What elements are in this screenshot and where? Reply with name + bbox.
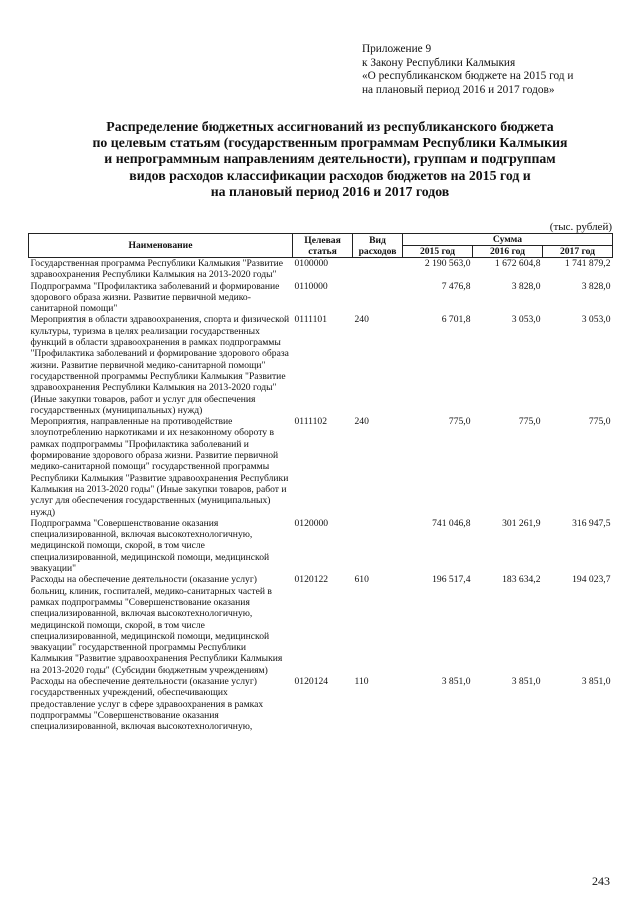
row-name: Государственная программа Республики Калмыкия "Развитие здравоохранения Республики Калмыкия на 2013-2020 годы" xyxy=(29,258,293,281)
row-sum-2015: 2 190 563,0 xyxy=(403,258,473,281)
appendix-line: «О республиканском бюджете на 2015 год и xyxy=(362,70,574,82)
row-sum-2016: 775,0 xyxy=(518,416,541,428)
row-sum-2015: 196 517,4 xyxy=(432,574,471,586)
budget-table xyxy=(28,233,613,732)
table-row xyxy=(29,676,613,732)
table-row xyxy=(29,258,613,281)
row-expense-type: 110 xyxy=(354,675,369,687)
row-sum-2016: 1 672 604,8 xyxy=(473,258,543,281)
row-expense-type xyxy=(353,258,403,281)
row-sum-2017: 3 828,0 xyxy=(581,280,611,292)
header-name: Наименование xyxy=(29,234,293,258)
row-target-article: 0120122 xyxy=(294,574,329,586)
row-sum-2017: 316 947,5 xyxy=(572,517,611,529)
row-sum-2017: 194 023,7 xyxy=(572,574,611,586)
row-expense-type: 240 xyxy=(354,314,369,326)
row-name: Подпрограмма "Профилактика заболеваний и формирование здорового образа жизни. Развитие первичной медико-санитарной помощи" xyxy=(30,280,280,315)
row-name: Мероприятия в области здравоохранения, спорта и физической культуры, туризма в целях реализации государственных функций в области здравоохранения в рамках подпрограммы "Профилактика заболеваний и формирование здорового образа жизни. Развитие первичной медико-санитарной помощи" государственной программы Республики Калмыкия "Развитие здравоохранения Республики Калмыкия на 2013-2020 годы" (Иные закупки товаров, работ и услуг для обеспечения государственных (муниципальных) нужд) xyxy=(30,314,290,416)
row-target-article: 0111102 xyxy=(294,416,328,428)
header-2017: 2017 год xyxy=(543,246,613,258)
row-target-article: 0111101 xyxy=(294,314,328,326)
title-line: по целевым статьям (государственным программам Республики Калмыкия xyxy=(92,135,568,151)
row-expense-type xyxy=(353,518,403,574)
row-sum-2015: 741 046,8 xyxy=(432,517,471,529)
row-sum-2015: 7 476,8 xyxy=(441,280,471,292)
header-2016: 2016 год xyxy=(473,246,543,258)
row-sum-2017: 3 053,0 xyxy=(581,314,611,326)
row-sum-2016: 3 828,0 xyxy=(511,280,541,292)
header-sum: Сумма xyxy=(403,234,613,246)
appendix-note xyxy=(362,43,632,97)
table-row xyxy=(29,416,613,518)
title-line: Распределение бюджетных ассигнований из республиканского бюджета xyxy=(106,119,554,134)
row-sum-2015: 775,0 xyxy=(448,416,471,428)
title-line: и непрограммным направлениям деятельности), группам и подгруппам xyxy=(104,151,556,167)
header-target-article: Целевая статья xyxy=(293,234,353,258)
table-row xyxy=(29,314,613,416)
row-target-article: 0120000 xyxy=(294,517,329,529)
units-label: (тыс. рублей) xyxy=(549,221,612,233)
row-target-article: 0100000 xyxy=(293,258,353,281)
header-expense-type: Вид расходов xyxy=(353,234,403,258)
row-sum-2016: 301 261,9 xyxy=(502,517,541,529)
row-sum-2016: 3 053,0 xyxy=(511,314,541,326)
row-name: Расходы на обеспечение деятельности (оказание услуг) больниц, клиник, госпиталей, медико-санитарных частей в рамках подпрограммы "Совершенствование оказания специализированной, включая высокотехнологичную, медицинской помощи, скорой, в том числе специализированной, медицинской помощи, медицинской эвакуации" государственной программы Республики Калмыкия "Развитие здравоохранения Республики Калмыкия на 2013-2020 годы" (Субсидии бюджетным учреждениям) xyxy=(30,574,283,676)
table-row xyxy=(29,574,613,676)
title-line: на плановый период 2016 и 2017 годов xyxy=(210,183,450,199)
row-sum-2016: 3 851,0 xyxy=(511,675,541,687)
row-sum-2017: 3 851,0 xyxy=(581,675,611,687)
row-target-article: 0110000 xyxy=(294,280,328,292)
row-name: Расходы на обеспечение деятельности (оказание услуг) государственных учреждений, обеспечивающих предоставление услуг в сфере здравоохранения в рамках подпрограммы "Совершенствование оказания специализированной, включая высокотехнологичную, xyxy=(30,675,264,733)
row-expense-type: 240 xyxy=(354,416,369,428)
table-row xyxy=(29,518,613,574)
title-line: видов расходов классификации расходов бюджетов на 2015 год и xyxy=(129,167,531,183)
row-sum-2015: 6 701,8 xyxy=(441,314,471,326)
table-row xyxy=(29,281,613,315)
row-target-article: 0120124 xyxy=(294,675,329,687)
header-2015: 2015 год xyxy=(403,246,473,258)
row-name: Мероприятия, направленные на противодействие злоупотреблению наркотиками и их незаконному обороту в рамках подпрограммы "Профилактика заболеваний и формирование здорового образа жизни. Развитие первичной медико-санитарной помощи" государственной программы Республики Калмыкия "Развитие здравоохранения Республики Калмыкия на 2013-2020 годы" (Иные закупки товаров, работ и услуг для обеспечения государственных (муниципальных) нужд) xyxy=(30,416,289,518)
appendix-line: к Закону Республики Калмыкия xyxy=(362,56,516,69)
appendix-line: Приложение 9 xyxy=(362,43,432,55)
page-number: 243 xyxy=(592,874,610,888)
row-sum-2017: 1 741 879,2 xyxy=(543,258,613,281)
row-sum-2016: 183 634,2 xyxy=(502,574,541,586)
document-title xyxy=(40,119,620,200)
row-expense-type: 610 xyxy=(354,574,369,586)
row-sum-2015: 3 851,0 xyxy=(441,675,471,687)
appendix-line: на плановый период 2016 и 2017 годов» xyxy=(362,83,555,96)
row-sum-2017: 775,0 xyxy=(588,416,611,428)
row-name: Подпрограмма "Совершенствование оказания специализированной, включая высокотехнологичную, медицинской помощи, скорой, в том числе специализированной, медицинской помощи, медицинской эвакуации" xyxy=(30,517,270,575)
row-expense-type xyxy=(353,281,403,315)
